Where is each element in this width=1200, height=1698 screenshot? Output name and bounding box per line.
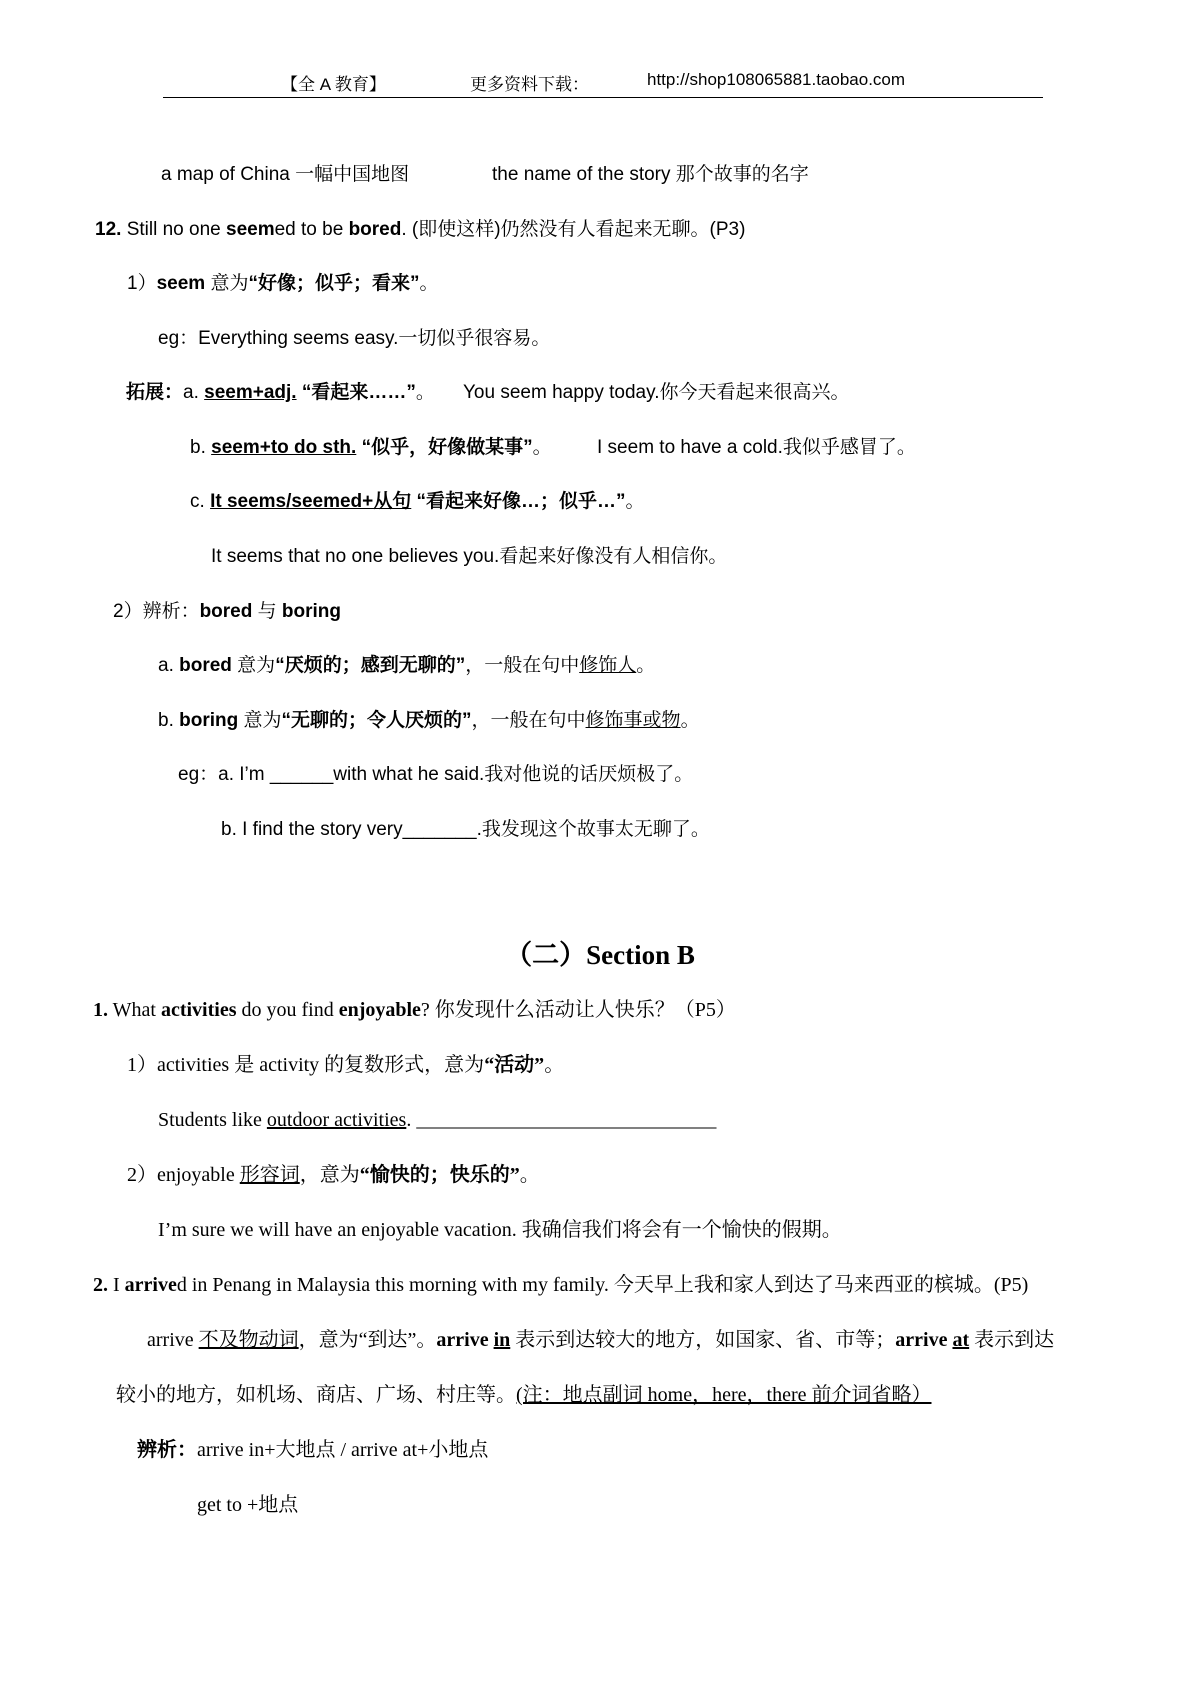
definition: “活动”: [484, 1054, 545, 1076]
seem-meaning: [127, 272, 439, 296]
map-china-phrase: a map of China 一幅中国地图: [161, 164, 410, 185]
note: (注：地点副词 home，here，there 前介词省略）: [516, 1384, 932, 1406]
header-rule: [163, 97, 1043, 98]
arrive-comparison: [137, 1438, 488, 1462]
text-segment: 意为: [231, 655, 276, 676]
answer-blank: . ______________________________: [406, 1109, 717, 1131]
keyword: boring: [179, 710, 239, 731]
seem-extension-b: [190, 436, 552, 460]
text-segment: 表示到达: [969, 1329, 1055, 1351]
enjoyable-meaning: [127, 1163, 540, 1187]
keyword: arrive: [436, 1329, 494, 1351]
keyword: arrive: [895, 1329, 953, 1351]
exercise-b: b. I find the story very_______.我发现这个故事太无聊了。: [221, 819, 710, 840]
definition: “看起来好像…；似乎…”: [411, 491, 626, 512]
definition: “厌烦的；感到无聊的”: [275, 655, 466, 676]
text-segment: in Penang in Malaysia this morning with my family. 今天早上我和家人到达了马来西亚的槟城。(P5): [186, 1274, 1029, 1296]
text-segment: 。: [636, 655, 656, 676]
text-segment: 。: [419, 273, 439, 294]
text-segment: 。: [625, 491, 645, 512]
extension-label: 拓展：: [126, 382, 184, 403]
activities-example: [158, 1108, 716, 1132]
arrive-explanation-cont: [116, 1383, 931, 1407]
text-segment: 。: [415, 382, 435, 403]
bored-definition: [158, 654, 655, 678]
text-segment: 2）enjoyable: [127, 1164, 240, 1186]
definition: “好像；似乎；看来”: [248, 273, 420, 294]
list-marker: c.: [190, 491, 211, 512]
comparison-label: 辨析：: [137, 1439, 197, 1461]
keyword: enjoyable: [338, 999, 421, 1021]
list-marker: a.: [183, 382, 205, 403]
text-segment: do you find: [236, 999, 339, 1021]
seem-extension-a-example: You seem happy today.你今天看起来很高兴。: [463, 382, 850, 403]
text-segment: 意为: [238, 710, 282, 731]
item-1-heading: [93, 998, 736, 1022]
text-segment: 较小的地方，如机场、商店、广场、村庄等。: [116, 1384, 516, 1406]
exercise-a: eg：a. I’m ______with what he said.我对他说的话厌烦极了。: [178, 764, 694, 785]
usage-note: 修饰人: [579, 655, 637, 676]
header-brand: 【全 A 教育】: [281, 75, 386, 94]
keyword: arrive: [124, 1274, 177, 1296]
preposition: at: [952, 1329, 970, 1351]
part-of-speech: 形容词: [239, 1164, 300, 1186]
text-segment: ed to be: [274, 219, 349, 240]
get-to-note: get to +地点: [197, 1494, 299, 1516]
seem-extension-a: [126, 381, 435, 405]
definition: “愉快的；快乐的”: [359, 1164, 520, 1186]
pattern: It seems/seemed+从句: [210, 491, 412, 512]
text-segment: arrive: [147, 1329, 199, 1351]
part-of-speech: 不及物动词: [198, 1329, 299, 1351]
keyword: boring: [281, 601, 342, 622]
item-number: 12.: [95, 219, 122, 240]
text-segment: . (即使这样)仍然没有人看起来无聊。(P3): [401, 219, 746, 240]
pattern: seem+adj.: [204, 382, 297, 403]
keyword: seem: [226, 219, 275, 240]
text-segment: 1）activities 是 activity 的复数形式，意为: [127, 1054, 485, 1076]
preposition: in: [493, 1329, 511, 1351]
text-segment: ，意为“到达”。: [298, 1329, 437, 1351]
seem-extension-b-example: I seem to have a cold.我似乎感冒了。: [597, 437, 916, 458]
activities-meaning: [127, 1053, 564, 1077]
text-segment: I: [108, 1274, 125, 1296]
definition: “似乎，好像做某事”: [356, 437, 533, 458]
text-segment: ，一般在句中: [465, 655, 580, 676]
text-segment: arrive in+大地点 / arrive at+小地点: [197, 1439, 489, 1461]
list-marker: 1）: [127, 273, 157, 294]
text-segment: What: [108, 999, 161, 1021]
item-number: 1.: [93, 999, 108, 1021]
definition: “看起来……”: [296, 382, 416, 403]
section-title: （二）Section B: [505, 940, 695, 970]
header-url[interactable]: http://shop108065881.taobao.com: [647, 70, 906, 89]
list-marker: b.: [158, 710, 180, 731]
item-2-heading: [93, 1273, 1028, 1297]
seem-extension-c: [190, 490, 645, 514]
arrive-explanation: [147, 1328, 1054, 1352]
text-segment: Still no one: [121, 219, 226, 240]
keyword: bored: [348, 219, 402, 240]
usage-note: 修饰事或物: [585, 710, 681, 731]
text-segment: 意为: [205, 273, 249, 294]
list-marker: b.: [190, 437, 212, 458]
text-segment: 。: [680, 710, 700, 731]
text-segment: d: [176, 1274, 187, 1296]
seem-extension-c-example: It seems that no one believes you.看起来好像没有人相信你。: [211, 546, 728, 567]
enjoyable-example: I’m sure we will have an enjoyable vacation. 我确信我们将会有一个愉快的假期。: [158, 1219, 842, 1241]
bored-boring-heading: [113, 600, 341, 624]
keyword: activities: [160, 999, 237, 1021]
header-more-label: 更多资料下载：: [470, 75, 589, 94]
item-number: 2.: [93, 1274, 108, 1296]
keyword: bored: [179, 655, 232, 676]
text-segment: 2）辨析：: [113, 601, 200, 622]
text-segment: ? 你发现什么活动让人快乐？（P5）: [420, 999, 736, 1021]
text-segment: 。: [519, 1164, 540, 1186]
text-segment: 。: [544, 1054, 565, 1076]
text-segment: ，一般在句中: [471, 710, 586, 731]
story-name-phrase: the name of the story 那个故事的名字: [492, 164, 809, 185]
definition: “无聊的；令人厌烦的”: [281, 710, 472, 731]
keyword: bored: [199, 601, 253, 622]
phrase: outdoor activities: [266, 1109, 407, 1131]
text-segment: ，意为: [299, 1164, 360, 1186]
text-segment: 。: [532, 437, 552, 458]
text-segment: 表示到达较大的地方，如国家、省、市等；: [510, 1329, 896, 1351]
text-segment: Students like: [158, 1109, 267, 1131]
seem-example: eg：Everything seems easy.一切似乎很容易。: [158, 328, 551, 349]
item-12-heading: [95, 218, 745, 242]
pattern: seem+to do sth.: [211, 437, 357, 458]
keyword: seem: [156, 273, 206, 294]
list-marker: a.: [158, 655, 180, 676]
boring-definition: [158, 709, 700, 733]
text-segment: 与: [252, 601, 282, 622]
